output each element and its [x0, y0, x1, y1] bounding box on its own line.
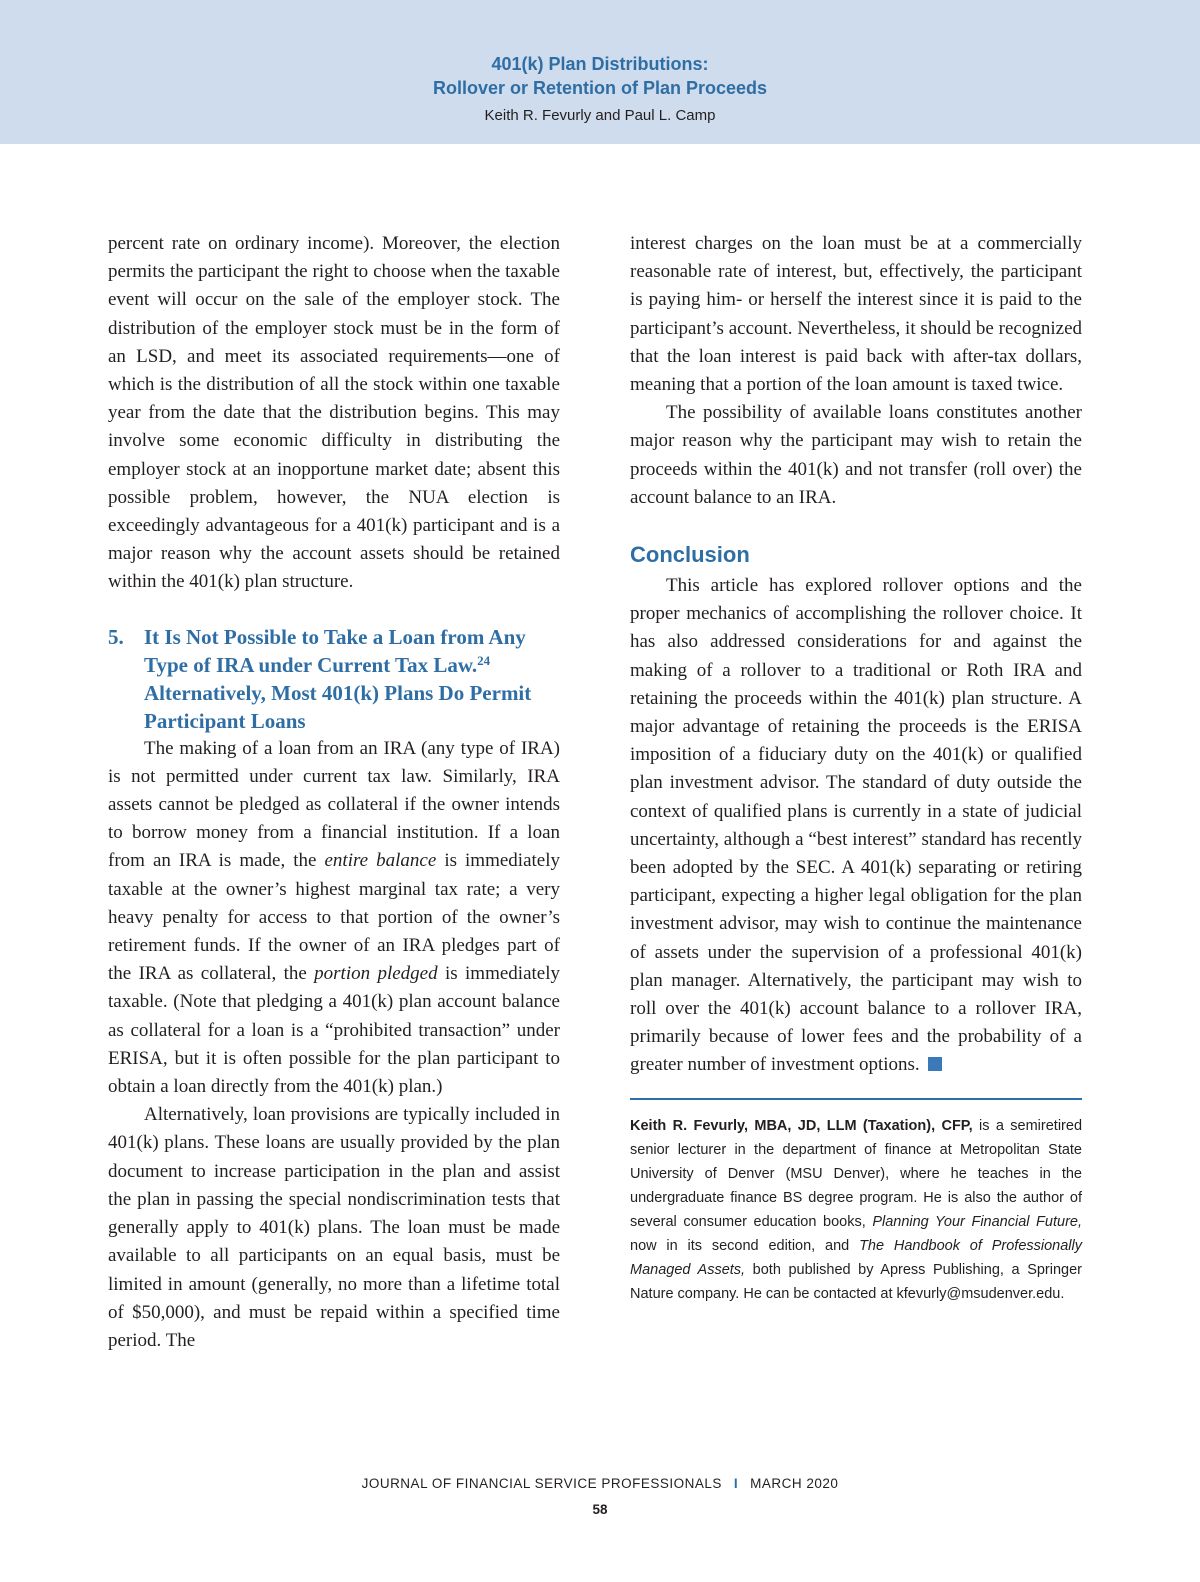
text-run: The making of a loan from an IRA (any type of IRA) is not permitted under current tax law. Similarly, IRA assets cannot be pledged as collateral if the owner intends to borrow money from a financial institution. If a loan from an IRA is made, the — [108, 737, 560, 872]
text-run: is immediately taxable. (Note that pledging a 401(k) plan account balance as collateral for a loan is a “prohibited transaction” under ERISA, but it is often possible for the plan participant to obtain a loan directly from the 401(k) plan.) — [108, 963, 560, 1098]
journal-name: JOURNAL OF FINANCIAL SERVICE PROFESSIONALS — [361, 1476, 722, 1491]
book-title: The Handbook of Professionally Managed Assets, — [630, 1237, 1082, 1278]
divider — [630, 1098, 1082, 1100]
text-run: This article has explored rollover options and the proper mechanics of accomplishing the rollover choice. It has also addressed considerations for and against the making of a rollover to a traditional or Roth IRA and retaining the proceeds within the 401(k) plan structure. A major advantage of retaining the proceeds is the ERISA imposition of a fiduciary duty on the 401(k) or qualified plan investment advisor. The standard of duty outside the context of qualified plans is currently in a state of judicial uncertainty, although a “best interest” standard has recently been adopted by the SEC. A 401(k) separating or retiring participant, expecting a higher legal obligation for the plan investment advisor, may wish to continue the maintenance of assets under the supervision of a professional 401(k) plan manager. Alternatively, the participant may wish to roll over the 401(k) account balance to a rollover IRA, primarily because of lower fees and the probability of a greater number of investment options. — [630, 575, 1082, 1076]
paragraph: The possibility of available loans constitutes another major reason why the participant may wish to retain the proceeds within the 401(k) and not transfer (roll over) the account balance to an IRA. — [630, 402, 1082, 508]
issue-date: MARCH 2020 — [750, 1476, 839, 1491]
text-run: is immediately taxable at the owner’s highest marginal tax rate; a very heavy penalty for access to that portion of the owner’s retirement funds. If the owner of an IRA pledges part of the IRA as collateral, the — [108, 850, 560, 985]
running-header — [0, 0, 1200, 144]
book-title: Planning Your Financial Future, — [872, 1213, 1082, 1230]
section-heading-5 — [108, 623, 560, 735]
conclusion-heading: Conclusion — [630, 542, 750, 568]
conclusion-paragraph — [630, 572, 1082, 1080]
text-run: now in its second edition, and — [630, 1237, 860, 1254]
square-end-mark-icon — [928, 1057, 942, 1071]
article-authors: Keith R. Fevurly and Paul L. Camp — [484, 107, 716, 124]
footer-separator: I — [733, 1476, 739, 1491]
paragraph: Alternatively, loan provisions are typically included in 401(k) plans. These loans are usually provided by the plan document to increase participation in the plan and assist the plan in passing the special nondiscrimination tests that generally apply to 401(k) plans. The loan must be made available to all participants on an equal basis, must be limited in amount (generally, no more than a lifetime total of $50,000), and must be repaid within a specified time period. The — [108, 1104, 560, 1351]
paragraph — [108, 735, 560, 1102]
section-title-part2: Alternatively, Most 401(k) Plans Do Permit Participant Loans — [144, 680, 532, 733]
author-name: Keith R. Fevurly, MBA, JD, LLM (Taxation), CFP, — [630, 1117, 973, 1134]
page-number: 58 — [592, 1502, 608, 1517]
left-column — [108, 230, 560, 1355]
text-run: both published by Apress Publishing, a Springer Nature company. He can be contacted at kfevurly@msudenver.edu. — [630, 1261, 1083, 1302]
section-title-part1: It Is Not Possible to Take a Loan from Any Type of IRA under Current Tax Law. — [144, 624, 526, 677]
right-column — [630, 230, 1082, 1306]
emphasis-text: portion pledged — [314, 963, 438, 985]
article-title-line2: Rollover or Retention of Plan Proceeds — [432, 78, 768, 98]
text-run: is a semiretired senior lecturer in the department of finance at Metropolitan State University of Denver (MSU Denver), where he teaches in the undergraduate finance BS degree program. He is also the author of several consumer education books, — [630, 1117, 1083, 1230]
footer-journal-line — [0, 1474, 1200, 1494]
paragraph: interest charges on the loan must be at a commercially reasonable rate of interest, but, effectively, the participant is paying him- or herself the interest since it is paid to the participant’s account. Nevertheless, it should be recognized that the loan interest is paid back with after-tax dollars, meaning that a portion of the loan amount is taxed twice. — [630, 233, 1082, 396]
footnote-marker: 24 — [477, 652, 491, 668]
section-number: 5. — [108, 624, 124, 649]
emphasis-text: entire balance — [324, 850, 437, 872]
author-bio — [630, 1114, 1082, 1306]
article-title-line1: 401(k) Plan Distributions: — [491, 54, 709, 74]
paragraph: percent rate on ordinary income). Moreover, the election permits the participant the right to choose when the taxable event will occur on the sale of the employer stock. The distribution of the employer stock must be in the form of an LSD, and meet its associated requirements—one of which is the distribution of all the stock within one taxable year from the date that the distribution begins. This may involve some economic difficulty in distributing the employer stock at an inopportune market date; absent this possible problem, however, the NUA election is exceedingly advantageous for a 401(k) participant and is a major reason why the account assets should be retained within the 401(k) plan structure. — [108, 233, 560, 593]
